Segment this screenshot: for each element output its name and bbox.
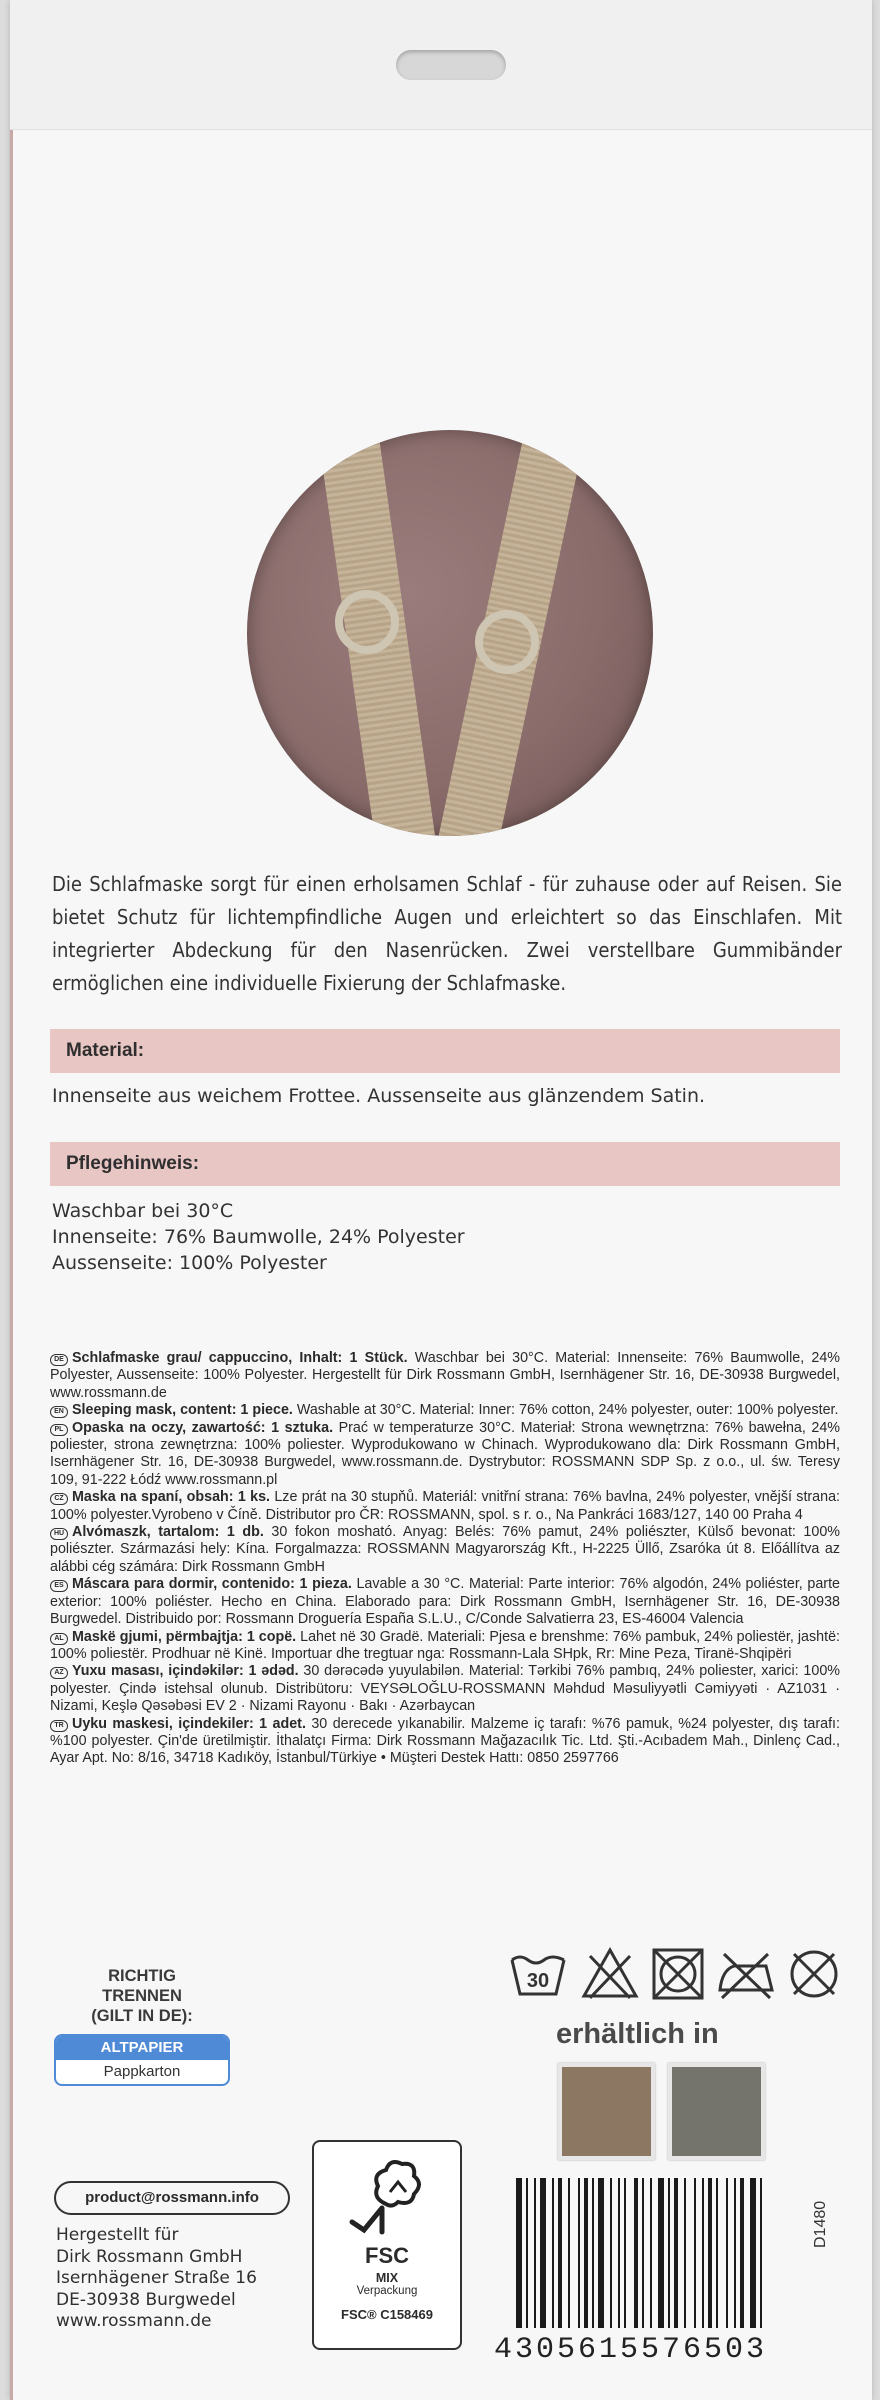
language-entry <box>50 1402 840 1419</box>
language-code: TR <box>50 1720 68 1732</box>
no-bleach-icon <box>578 1942 642 2006</box>
recycling-bin: ALTPAPIER <box>56 2036 228 2060</box>
language-title: Maskë gjumi, përmbajtja: 1 copë. <box>72 1628 297 1645</box>
language-text: Lavable a 30 °C. Material: Parte interior: 76% algodón, 24% poliéster, parte exterior: 100% poliéster. Hecho en China. Elaborado para: Dirk Rossmann GmbH, Isernhägener Str. 16, DE-30938 Burgwedel. Distribuido por: Rossmann Droguería España S.L.U., C/Conde Salvatierra 23, ES-46004 Valencia <box>50 1576 840 1628</box>
no-tumble-dry-icon <box>646 1942 710 2006</box>
barcode-bar <box>716 2178 718 2328</box>
language-entry <box>50 1629 840 1664</box>
barcode-bar <box>674 2178 678 2328</box>
language-code: AL <box>50 1633 68 1645</box>
barcode-bar <box>568 2178 570 2328</box>
language-title: Alvómaszk, tartalom: 1 db. <box>72 1524 264 1541</box>
recycling-info <box>44 1966 240 2106</box>
barcode-number: 4305615576503 <box>494 2333 768 2367</box>
recycling-bin-tag <box>54 2034 230 2086</box>
availability-label: erhältlich in <box>556 2018 719 2050</box>
barcode-bar <box>642 2178 644 2328</box>
material-text: Innenseite aus weichem Frottee. Aussenseite aus glänzendem Satin. <box>52 1085 706 1107</box>
language-title: Yuxu masası, içindəkilər: 1 ədəd. <box>72 1663 299 1680</box>
wash-30-icon <box>506 1942 570 2006</box>
manufacturer-line: DE-30938 Burgwedel <box>56 2289 236 2310</box>
product-code: D1480 <box>812 2200 829 2248</box>
language-entry <box>50 1489 840 1524</box>
fsc-name: FSC <box>365 2243 409 2268</box>
language-text: 30 derecede yıkanabilir. Malzeme iç tarafı: %76 pamuk, %24 polyester, dış tarafı: %100 polyester. Çin'de üretilmiştir. İthalatçı Firma: Dirk Rossmann Mağazacılık Tic. Ltd. Şti.-Acıbadem Mah., Dinlenç Cad., Ayar Apt. No: 8/16, 34718 Kadıköy, İstanbul/Türkiye • Müşteri Destek Hattı: 0850 2597766 <box>50 1715 840 1767</box>
care-line: Waschbar bei 30°C <box>52 1200 234 1222</box>
barcode-bar <box>726 2178 728 2328</box>
language-code: AZ <box>50 1667 68 1679</box>
no-iron-icon <box>714 1942 778 2006</box>
care-heading: Pflegehinweis: <box>50 1142 840 1186</box>
fsc-tree-icon <box>342 2152 432 2236</box>
hang-tab <box>10 0 872 130</box>
fsc-mix: MIX <box>375 2271 399 2285</box>
strap-ring-left <box>335 590 399 654</box>
language-title: Opaska na oczy, zawartość: 1 sztuka. <box>72 1419 334 1436</box>
language-code: HU <box>50 1528 68 1540</box>
barcode-bar <box>592 2178 594 2328</box>
language-text: Prać w temperaturze 30°C. Materiał: Strona wewnętrzna: 76% bawełna, 24% poliester, strona zewnętrzna: 100% poliester. Wyprodukowano w Chinach. Wyprodukowano dla: Dirk Rossmann GmbH, Isernhägener Str. 16, DE-30938 Burgwedel, www.rossmann.de. Dystrybutor: ROSSMANN SDP Sp. z o.o., ul. św. Teresy 109, 91-222 Łódź www.rossmann.pl <box>50 1419 840 1488</box>
strap-ring-right <box>475 610 539 674</box>
product-window <box>247 430 653 836</box>
barcode <box>512 2178 800 2356</box>
product-description: Die Schlafmaske sorgt für einen erholsamen Schlaf - für zuhause oder auf Reisen. Sie bietet Schutz für lichtempfindliche Augen und erleichtert so das Einschlafen. Mit integrierter Abdeckung für den Nasenrücken. Zwei verstellbare Gummibänder ermöglichen eine individuelle Fixierung der Schlafmaske. <box>52 872 842 995</box>
manufacturer-line: www.rossmann.de <box>56 2311 212 2332</box>
barcode-bar <box>558 2178 562 2328</box>
recycling-material: Pappkarton <box>103 2063 181 2080</box>
manufacturer-address <box>56 2225 326 2333</box>
multilingual-info <box>50 1350 840 1768</box>
barcode-bar <box>740 2178 744 2328</box>
barcode-bar <box>624 2178 626 2328</box>
recycling-title-line: (GILT IN DE): <box>91 2007 193 2025</box>
barcode-bar <box>634 2178 638 2328</box>
language-entry <box>50 1663 840 1715</box>
barcode-bar <box>534 2178 536 2328</box>
no-dry-clean-icon <box>782 1942 846 2006</box>
language-code: ES <box>50 1580 68 1592</box>
barcode-bar <box>750 2178 756 2328</box>
care-line: Aussenseite: 100% Polyester <box>52 1252 327 1274</box>
language-title: Maska na spaní, obsah: 1 ks. <box>72 1489 271 1506</box>
language-title: Sleeping mask, content: 1 piece. <box>72 1402 293 1419</box>
barcode-bar <box>708 2178 712 2328</box>
barcode-bar <box>734 2178 736 2328</box>
barcode-bar <box>684 2178 686 2328</box>
recycling-title-line: RICHTIG <box>108 1967 176 1985</box>
language-code: DE <box>50 1354 68 1366</box>
manufacturer-line: Isernhägener Straße 16 <box>56 2268 257 2289</box>
language-entry <box>50 1350 840 1402</box>
barcode-bar <box>694 2178 696 2328</box>
barcode-bar <box>760 2178 762 2328</box>
care-text <box>52 1198 842 1276</box>
fsc-license-code: FSC® C158469 <box>341 2307 433 2322</box>
barcode-bar <box>658 2178 664 2328</box>
manufacturer-line: Hergestellt für <box>56 2225 179 2245</box>
barcode-bar <box>610 2178 612 2328</box>
language-text: 30 fokon mosható. Anyag: Belés: 76% pamut, 24% poliészter, Külső bevonat: 100% poliészter. Származási hely: Kína. Forgalmazza: ROSSMANN Magyarország Kft., H-2225 Üllő, Zsaróka út 8. Előállítva az alábbi cég számára: Dirk Rossmann GmbH <box>50 1524 841 1575</box>
barcode-bar <box>552 2178 554 2328</box>
barcode-bar <box>584 2178 588 2328</box>
color-swatch-grau <box>668 2063 765 2160</box>
barcode-bar <box>540 2178 546 2328</box>
language-text: Waschbar bei 30°C. Material: Innenseite: 76% Baumwolle, 24% Polyester, Aussenseite: 100% Polyester. Hergestellt für Dirk Rossmann GmbH, Isernhägener Str. 16, DE-30938 Burgwedel, www.rossmann.de <box>50 1350 841 1401</box>
euro-hang-hole <box>396 50 506 80</box>
color-swatch-cappuccino <box>558 2063 655 2160</box>
language-code: EN <box>50 1406 68 1418</box>
language-entry <box>50 1420 840 1490</box>
material-heading: Material: <box>50 1029 840 1073</box>
language-text: Washable at 30°C. Material: Inner: 76% cotton, 24% polyester, outer: 100% polyester. <box>292 1402 839 1419</box>
barcode-bar <box>526 2178 528 2328</box>
language-entry <box>50 1716 840 1768</box>
language-entry <box>50 1524 840 1576</box>
barcode-bar <box>516 2178 522 2328</box>
wash-temperature: 30 <box>526 1970 550 1992</box>
barcode-bar <box>598 2178 604 2328</box>
language-text: Lahet në 30 Gradë. Materiali: Pjesa e brenshme: 76% pambuk, 24% poliestër, jashtë: 100% poliestër. Prodhuar në Kinë. Importuar dhe tregtuar nga: Rossmann-Lala SHpk, Rr: Mine Peza, Tiranë-Shqipëri <box>50 1628 840 1662</box>
manufacturer-line: Dirk Rossmann GmbH <box>56 2246 243 2267</box>
barcode-bar <box>650 2178 652 2328</box>
barcode-bar <box>702 2178 704 2328</box>
recycling-title-line: TRENNEN <box>102 1987 182 2005</box>
language-text: Lze prát na 30 stupňů. Materiál: vnitřní strana: 76% bavlna, 24% polyester, vnější strana: 100% polyester.Vyrobeno v Číně. Distributor pro ČR: ROSSMANN, spol. s r. o., Na Pankráci 1683/127, 140 00 Praha 4 <box>50 1489 841 1523</box>
language-title: Schlafmaske grau/ cappuccino, Inhalt: 1 Stück. <box>72 1350 408 1366</box>
language-code: CZ <box>50 1493 68 1505</box>
fsc-packaging: Verpackung <box>356 2285 418 2297</box>
barcode-bar <box>668 2178 670 2328</box>
barcode-bar <box>578 2178 580 2328</box>
barcode-bar <box>618 2178 620 2328</box>
language-entry <box>50 1576 840 1628</box>
language-text: 30 dərəcədə yuyulabilən. Material: Tərkibi 76% pambıq, 24% poliester, xarici: 100% polyester. Çində istehsal olunub. Distribütoru: VEYSƏLOĞLU-ROSSMANN Məhdud Məsuliyyətli Cəmiyyəti · AZ1031 · Nizami, Keşlə Qəsəbəsi EV 2 · Nizami Rayonu · Bakı · Azərbaycan <box>50 1663 840 1715</box>
language-title: Máscara para dormir, contenido: 1 pieza. <box>72 1576 352 1593</box>
fsc-logo <box>312 2140 462 2350</box>
language-title: Uyku maskesi, içindekiler: 1 adet. <box>72 1715 306 1732</box>
language-code: PL <box>50 1424 68 1436</box>
contact-email: product@rossmann.info <box>54 2181 290 2215</box>
care-line: Innenseite: 76% Baumwolle, 24% Polyester <box>52 1226 465 1248</box>
